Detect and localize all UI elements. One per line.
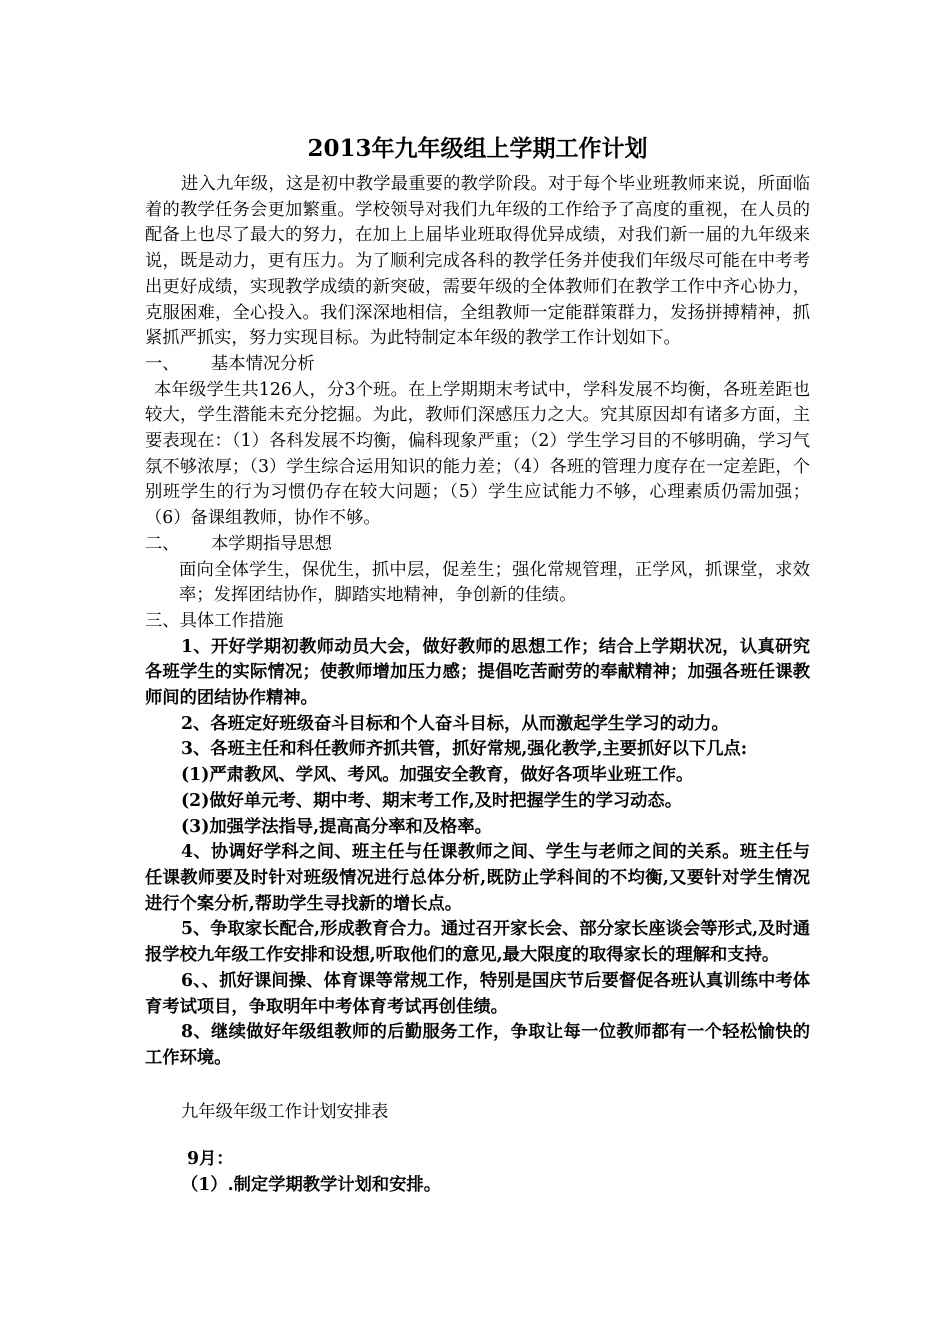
section-1-heading — [145, 352, 810, 378]
measure-2: 2、各班定好班级奋斗目标和个人奋斗目标，从而激起学生学习的动力。 — [181, 713, 729, 734]
section-2-body: 面向全体学生，保优生，抓中层，促差生；强化常规管理，正学风，抓课堂，求效率；发挥团结协作，脚踏实地精神，争创新的佳绩。 — [179, 559, 810, 606]
section-2-number: 二、 — [145, 533, 180, 554]
schedule-title: 九年级年级工作计划安排表 — [181, 1101, 389, 1122]
schedule-month: 9月： — [187, 1149, 234, 1170]
measure-6: 6、、抓好课间操、体育课等常规工作，特别是国庆节后要督促各班认真训练中考体育考试项目，争取明年中考体育考试再创佳绩。 — [145, 970, 810, 1017]
section-3-title: 三、具体工作措施 — [145, 610, 284, 631]
measure-3-point-2: (2)做好单元考、期中考、期末考工作,及时把握学生的学习动态。 — [181, 790, 682, 811]
document-title: 2013年九年级组上学期工作计划 — [307, 135, 648, 162]
measure-5: 5、争取家长配合,形成教育合力。通过召开家长会、部分家长座谈会等形式,及时通报学校九年级工作安排和设想,听取他们的意见,最大限度的取得家长的理解和支持。 — [145, 919, 810, 966]
measure-8: 8、继续做好年级组教师的后勤服务工作，争取让每一位教师都有一个轻松愉快的工作环境。 — [145, 1022, 810, 1068]
measure-3-point-3: (3)加强学法指导,提高高分率和及格率。 — [181, 816, 492, 837]
measure-3: 3、各班主任和科任教师齐抓共管，抓好常规,强化教学,主要抓好以下几点: — [181, 739, 748, 760]
measure-1: 1、开好学期初教师动员大会，做好教师的思想工作；结合上学期状况，认真研究各班学生的实际情况；使教师增加压力感；提倡吃苦耐劳的奉献精神；加强各班任课教师间的团结协作精神。 — [145, 636, 810, 709]
section-1-number: 一、 — [145, 353, 180, 374]
measure-3-point-1: (1)严肃教风、学风、考风。加强安全教育，做好各项毕业班工作。 — [181, 765, 694, 786]
section-1-title: 基本情况分析 — [211, 353, 315, 374]
document-page — [145, 132, 810, 1199]
section-2-heading — [145, 532, 810, 558]
schedule-item-1: （1）.制定学期教学计划和安排。 — [181, 1175, 441, 1196]
intro-paragraph: 进入九年级，这是初中教学最重要的教学阶段。对于每个毕业班教师来说，所面临着的教学任务会更加繁重。学校领导对我们九年级的工作给予了高度的重视，在人员的配备上也尽了最大的努力，在加上上届毕业班取得优异成绩，对我们新一届的九年级来说，既是动力，更有压力。为了顺利完成各科的教学任务并使我们年级尽可能在中考考出更好成绩，实现教学成绩的新突破，需要年级的全体教师们在教学工作中齐心协力，克服困难，全心投入。我们深深地相信，全组教师一定能群策群力，发扬拼搏精神，抓紧抓严抓实，努力实现目标。为此特制定本年级的教学工作计划如下。 — [145, 174, 810, 349]
section-2-title: 本学期指导思想 — [211, 533, 332, 554]
section-1-body: 本年级学生共126人，分3个班。在上学期期末考试中，学科发展不均衡，各班差距也较大，学生潜能未充分挖掘。为此，教师们深感压力之大。究其原因却有诸多方面，主要表现在：（1）各科发展不均衡，偏科现象严重；（2）学生学习目的不够明确，学习气氛不够浓厚；（3）学生综合运用知识的能力差；（4）各班的管理力度存在一定差距，个别班学生的行为习惯仍存在较大问题；（5）学生应试能力不够，心理素质仍需加强；（6）备课组教师，协作不够。 — [145, 379, 810, 529]
measure-4: 4、协调好学科之间、班主任与任课教师之间、学生与老师之间的关系。班主任与任课教师要及时针对班级情况进行总体分析,既防止学科间的不均衡,又要针对学生情况进行个案分析,帮助学生寻找新的增长点。 — [145, 842, 810, 914]
section-3-heading — [145, 609, 810, 635]
